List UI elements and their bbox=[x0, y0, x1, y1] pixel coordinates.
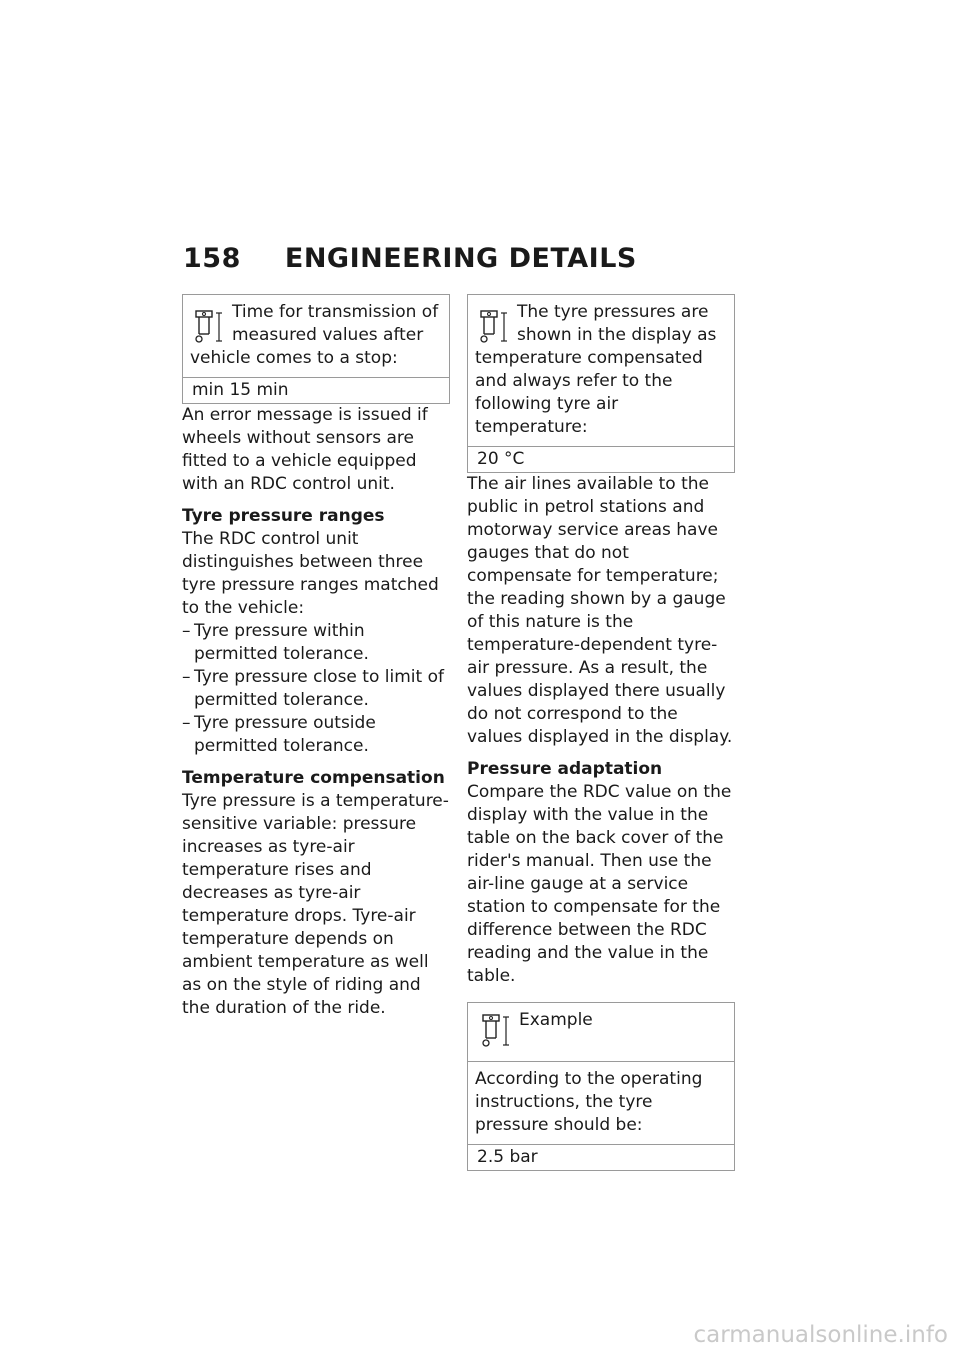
technical-data-box bbox=[182, 294, 450, 404]
watermark: carmanualsonline.info bbox=[693, 1322, 948, 1348]
example-value: 2.5 bar bbox=[468, 1144, 734, 1170]
left-column bbox=[182, 294, 450, 1029]
example-box bbox=[467, 1002, 735, 1171]
page-number: 158 bbox=[183, 243, 241, 274]
paragraph-pressure-adaptation: Compare the RDC value on the display with the value in the table on the back cover of the rider's manual. Then use the air-line gauge at a service station to compensate for the difference between the RDC reading and the value in the table. bbox=[467, 782, 732, 986]
paragraph-temperature-compensation: Tyre pressure is a temperature-sensitive variable: pressure increases as tyre-air temperature rises and decreases as tyre-air temperature drops. Tyre-air temperature depends on ambient temperature as well as on the style of riding and the duration of the ride. bbox=[182, 791, 449, 1018]
heading-pressure-adaptation: Pressure adaptation bbox=[467, 759, 663, 779]
right-column bbox=[467, 294, 735, 1171]
technical-data-value: 20 °C bbox=[468, 446, 734, 472]
list-item: – Tyre pressure within permitted tolerance. bbox=[182, 620, 450, 666]
technical-data-body bbox=[468, 295, 734, 446]
heading-temperature-compensation: Temperature compensation bbox=[182, 768, 445, 788]
paragraph-air-lines: The air lines available to the public in petrol stations and motorway service areas have gauges that do not compensate for temperature; the reading shown by a gauge of this nature is the temperature-dependent tyre-air pressure. As a result, the values displayed there usually do not correspond to the values displayed in the display. bbox=[467, 474, 733, 747]
example-label: Example bbox=[519, 1010, 593, 1030]
paragraph-pressure-ranges-intro: The RDC control unit distinguishes between three tyre pressure ranges matched to the vehicle: bbox=[182, 529, 439, 618]
heading-tyre-pressure-ranges: Tyre pressure ranges bbox=[182, 506, 385, 526]
list-item: – Tyre pressure close to limit of permitted tolerance. bbox=[182, 666, 450, 712]
pressure-ranges-list bbox=[182, 620, 450, 758]
list-item: – Tyre pressure outside permitted tolerance. bbox=[182, 712, 450, 758]
example-text: According to the operating instructions, the tyre pressure should be: bbox=[475, 1069, 703, 1135]
technical-data-icon bbox=[475, 307, 511, 345]
technical-data-body bbox=[183, 295, 449, 377]
technical-data-text: Time for transmission of measured values after vehicle comes to a stop: bbox=[190, 302, 439, 368]
technical-data-icon bbox=[190, 307, 226, 345]
example-header bbox=[468, 1003, 734, 1062]
technical-data-box bbox=[467, 294, 735, 473]
technical-data-text: The tyre pressures are shown in the display as temperature compensated and always refer to the following tyre air temperature: bbox=[475, 302, 717, 437]
page-header bbox=[183, 243, 637, 274]
page-title: ENGINEERING DETAILS bbox=[284, 243, 637, 274]
paragraph-error-message: An error message is issued if wheels without sensors are fitted to a vehicle equipped with an RDC control unit. bbox=[182, 405, 428, 494]
technical-data-icon bbox=[477, 1011, 513, 1049]
technical-data-value: min 15 min bbox=[183, 377, 449, 403]
